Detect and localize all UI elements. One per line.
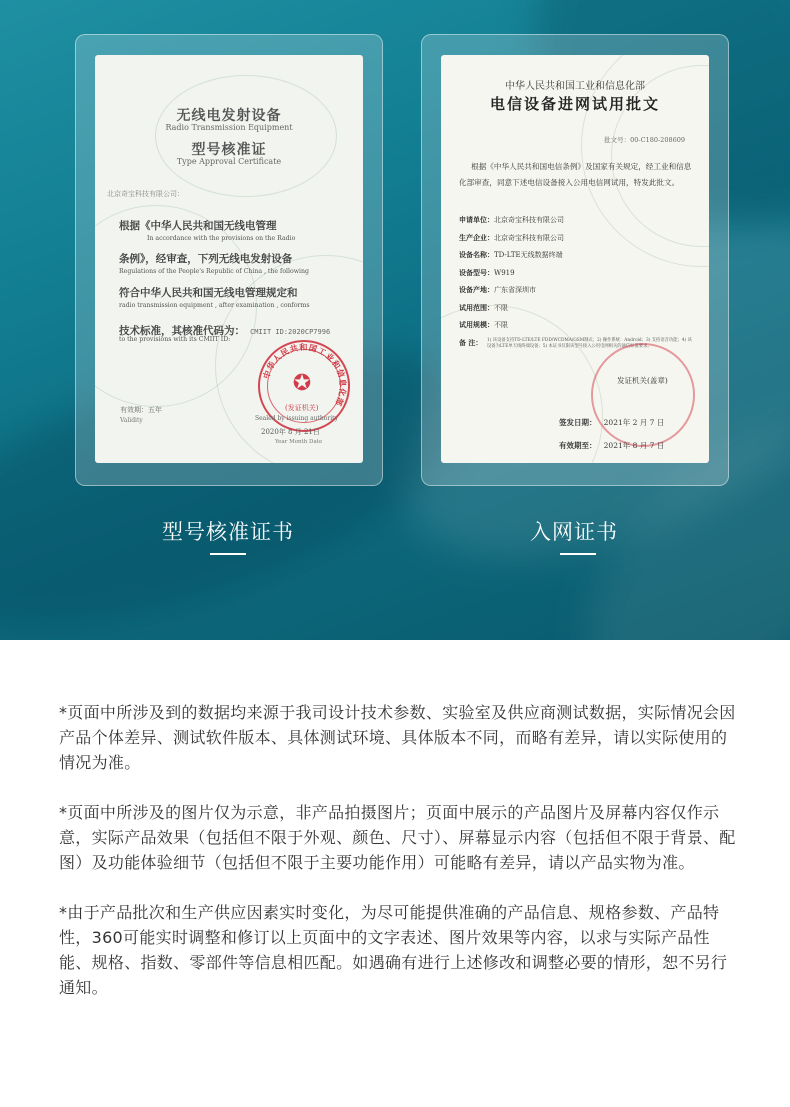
device-info-list xyxy=(459,215,564,355)
cert-line-zh: 技术标准，其核准代码为： xyxy=(119,325,245,337)
field-row: 设备名称：TD-LTE无线数据终端 xyxy=(459,250,563,259)
disclaimer-section xyxy=(59,700,739,1025)
approval-paragraph: 根据《中华人民共和国电信条例》及国家有关规定，经工业和信息化部审查，同意下述电信设备接入公用电信网试用，特发此批文。 xyxy=(459,162,692,187)
field-row: 试用范围：不限 xyxy=(459,302,508,312)
network-access-certificate-image xyxy=(441,55,709,463)
type-approval-certificate-card xyxy=(75,34,383,486)
approval-title: 电信设备进网试用批文 xyxy=(489,95,660,113)
field-row: 备 注： xyxy=(459,337,483,347)
issuer-label: 发证机关(盖章) xyxy=(617,376,668,385)
approval-number: 批文号：00-C180-208609 xyxy=(604,136,685,144)
type-approval-certificate-image xyxy=(95,55,363,463)
cmiit-code: CMIIT ID:2020CP7996 xyxy=(250,328,331,336)
expire-date-row: 有效期至： 2021年 8 月 7 日 xyxy=(559,441,665,450)
disclaimer-paragraph: *页面中所涉及的图片仅为示意，非产品拍摄图片；页面中展示的产品图片及屏幕内容仅作示意，实际产品效果（包括但不限于外观、颜色、尺寸）、屏幕显示内容（包括但不限于背景、配图）及功能体验细节（包括但不限于主要功能作用）可能略有差异，请以产品实物为准。 xyxy=(59,803,736,872)
cert-company: 北京奇宝科技有限公司： xyxy=(107,190,184,198)
seal-label: (发证机关) xyxy=(285,404,319,412)
cert-title-zh: 无线电发射设备 xyxy=(176,108,282,124)
field-row: 试用规模：不限 xyxy=(459,320,508,329)
cert-subtitle-zh: 型号核准证 xyxy=(191,142,267,158)
type-approval-caption: 型号核准证书 xyxy=(162,520,294,544)
field-row: 设备型号：W919 xyxy=(459,267,515,277)
remarks-note: 1) 该设备支持TD-LTE/LTE FDD/WCDMA/GSM制式；2) 操作系统：Android；3) 支持语音功能；4) 该设备为LTE单天线终端设备；5) 本证书仅限该型号接入公用电网相关的通信标准要求。 xyxy=(487,338,692,350)
network-access-caption: 入网证书 xyxy=(530,520,618,544)
field-row: 申请单位：北京奇宝科技有限公司 xyxy=(459,215,564,224)
validity-label-en: Validity xyxy=(120,417,143,424)
caption-underline xyxy=(560,553,596,555)
network-access-certificate-card xyxy=(421,34,729,486)
issue-date-en: Year Month Date xyxy=(275,439,323,445)
validity-label: 有效期：五年 xyxy=(120,406,162,414)
official-seal xyxy=(591,343,695,447)
cert-line-zh: 根据《中华人民共和国无线电管理 xyxy=(119,220,277,232)
cert-line-en: to the provisions with its CMIIT ID: xyxy=(119,336,231,343)
issue-date: 2020年 8 月 21日 xyxy=(261,428,320,436)
disclaimer-paragraph: *由于产品批次和生产供应因素实时变化，为尽可能提供准确的产品信息、规格参数、产品特性，360可能实时调整和修订以上页面中的文字表述、图片效果等内容，以求与实际产品性能、规格、指数、零部件等信息相匹配。如遇确有进行上述修改和调整必要的情形，恕不另行通知。 xyxy=(59,903,728,997)
cert-line-zh: 符合中华人民共和国无线电管理规定和 xyxy=(119,287,298,299)
national-emblem-icon: ✪ xyxy=(292,371,312,396)
field-row: 设备产地：广东省深圳市 xyxy=(459,285,536,294)
cert-line-en: Regulations of the People's Republic of China , the following xyxy=(119,268,309,275)
cert-subtitle-en: Type Approval Certificate xyxy=(176,157,282,166)
caption-underline xyxy=(210,553,246,555)
field-row: 生产企业：北京奇宝科技有限公司 xyxy=(459,232,564,242)
cert-line-en: In accordance with the provisions on the Radio xyxy=(147,235,296,242)
sealed-by-label: Sealed by issuing authority xyxy=(255,415,338,422)
cert-line-en: radio transmission equipment , after examination , conforms xyxy=(119,302,310,309)
issuing-ministry: 中华人民共和国工业和信息化部 xyxy=(505,81,645,92)
cert-line-zh: 条例》，经审查，下列无线电发射设备 xyxy=(119,253,293,265)
issue-date-row: 签发日期： 2021年 2 月 7 日 xyxy=(559,418,665,427)
cert-title-en: Radio Transmission Equipment xyxy=(165,123,293,132)
svg-text:中华人民共和国工业和信息化部: 中华人民共和国工业和信息化部 xyxy=(260,341,349,409)
disclaimer-paragraph: *页面中所涉及到的数据均来源于我司设计技术参数、实验室及供应商测试数据，实际情况会因产品个体差异、测试软件版本、具体测试环境、具体版本不同，而略有差异，请以实际使用的情况为准。 xyxy=(59,703,736,772)
